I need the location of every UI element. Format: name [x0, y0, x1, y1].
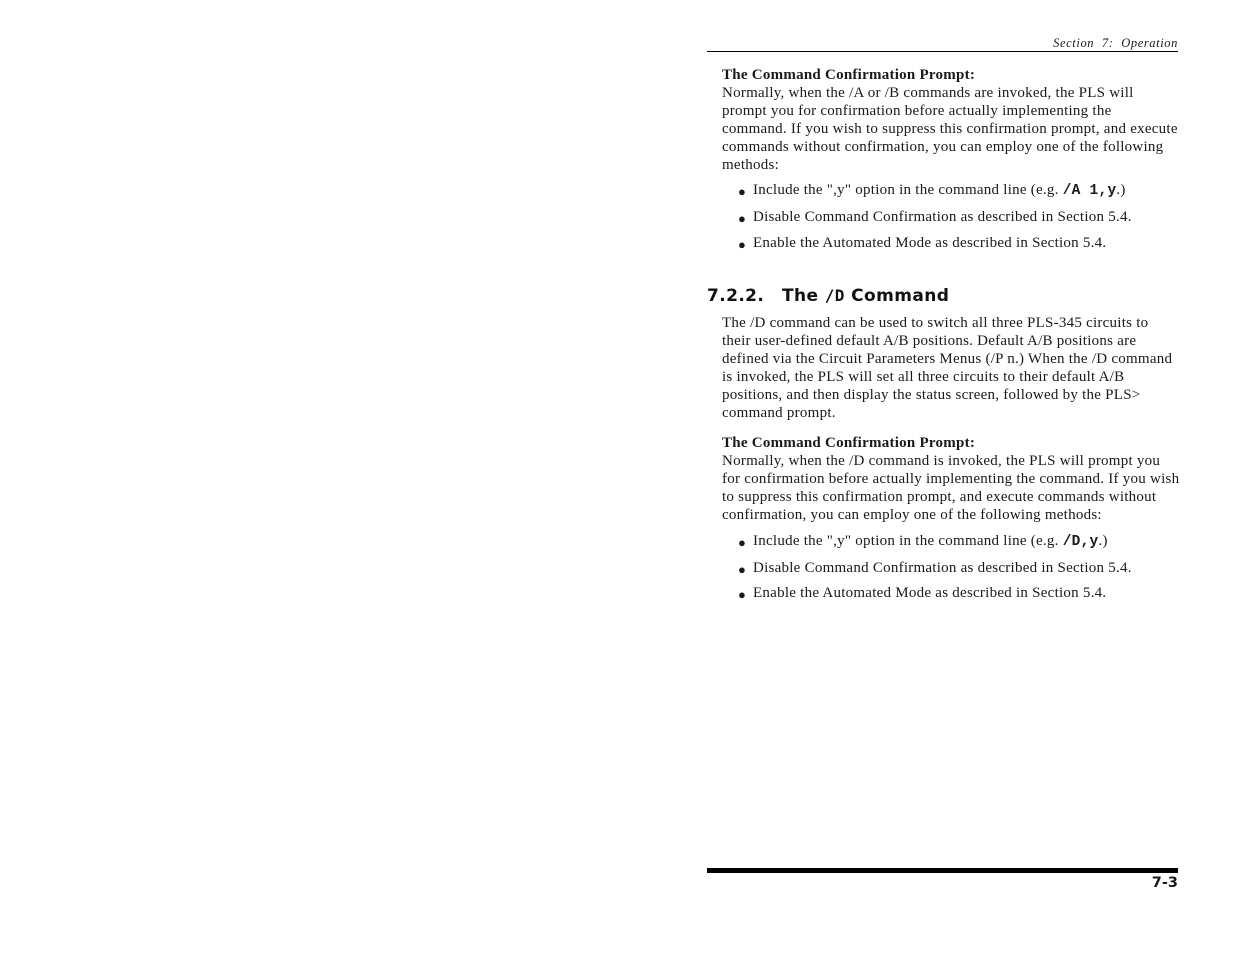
bullet-text: Disable Command Confirmation as described in Section 5.4.	[753, 559, 1132, 576]
bullet-text-prefix: Include the ",y" option in the command line (e.g.	[753, 182, 1063, 199]
bullet-list-ab	[722, 182, 1180, 252]
command-example: /D,y	[1062, 533, 1099, 550]
bullet-icon: ●	[738, 184, 747, 200]
list-item	[738, 559, 1180, 578]
list-item	[738, 585, 1180, 603]
running-header: Section 7: Operation	[1053, 36, 1178, 50]
header-rule	[707, 51, 1178, 52]
block-d-command	[722, 315, 1180, 611]
block-confirmation-ab	[722, 67, 1180, 260]
paragraph-confirmation-d: Normally, when the /D command is invoked, the PLS will prompt you for confirmation before actually implementing the command. If you wish to suppress this confirmation prompt, and execute commands without confirmation, you can employ one of the following methods:	[722, 453, 1180, 524]
section-title-suffix: Command	[844, 286, 950, 306]
subheading-confirmation-prompt: The Command Confirmation Prompt:	[722, 435, 976, 452]
section-number: 7.2.2.	[707, 286, 765, 306]
bullet-icon: ●	[738, 561, 747, 577]
section-title-command: /D	[824, 286, 845, 305]
bullet-list-d	[722, 533, 1180, 603]
bullet-text: Enable the Automated Mode as described in Section 5.4.	[753, 234, 1107, 251]
section-title-prefix: The	[782, 286, 825, 306]
bullet-icon: ●	[738, 534, 747, 550]
bullet-text-prefix: Include the ",y" option in the command line (e.g.	[753, 532, 1063, 549]
command-example: /A 1,y	[1062, 183, 1117, 200]
bullet-icon: ●	[738, 236, 747, 252]
section-heading	[707, 286, 949, 306]
list-item	[738, 209, 1180, 227]
paragraph-confirmation-ab: Normally, when the /A or /B commands are invoked, the PLS will prompt you for confirmation before actually implementing the command. If you wish to suppress this confirmation prompt, and execute commands without confirmation, you can employ one of the following methods:	[722, 84, 1178, 173]
bullet-text-suffix: .)	[1098, 532, 1108, 549]
bullet-icon: ●	[738, 211, 747, 227]
paragraph-d-command-description: The /D command can be used to switch all three PLS-345 circuits to their user-defined default A/B positions. Default A/B positions are defined via the Circuit Parameters Menus (/P n.) When the /D command is invoked, the PLS will set all three circuits to their default A/B positions, and then display the status screen, followed by the PLS> command prompt.	[722, 315, 1173, 421]
bullet-icon: ●	[738, 587, 747, 603]
list-item	[738, 532, 1180, 552]
list-item	[738, 182, 1180, 201]
footer-rule	[707, 868, 1178, 873]
bullet-text: Enable the Automated Mode as described in Section 5.4.	[753, 585, 1107, 602]
list-item	[738, 234, 1180, 253]
page-number: 7-3	[1151, 875, 1178, 891]
bullet-text-suffix: .)	[1116, 182, 1126, 199]
subheading-confirmation-prompt: The Command Confirmation Prompt:	[722, 67, 976, 83]
bullet-text: Disable Command Confirmation as described in Section 5.4.	[753, 209, 1132, 226]
